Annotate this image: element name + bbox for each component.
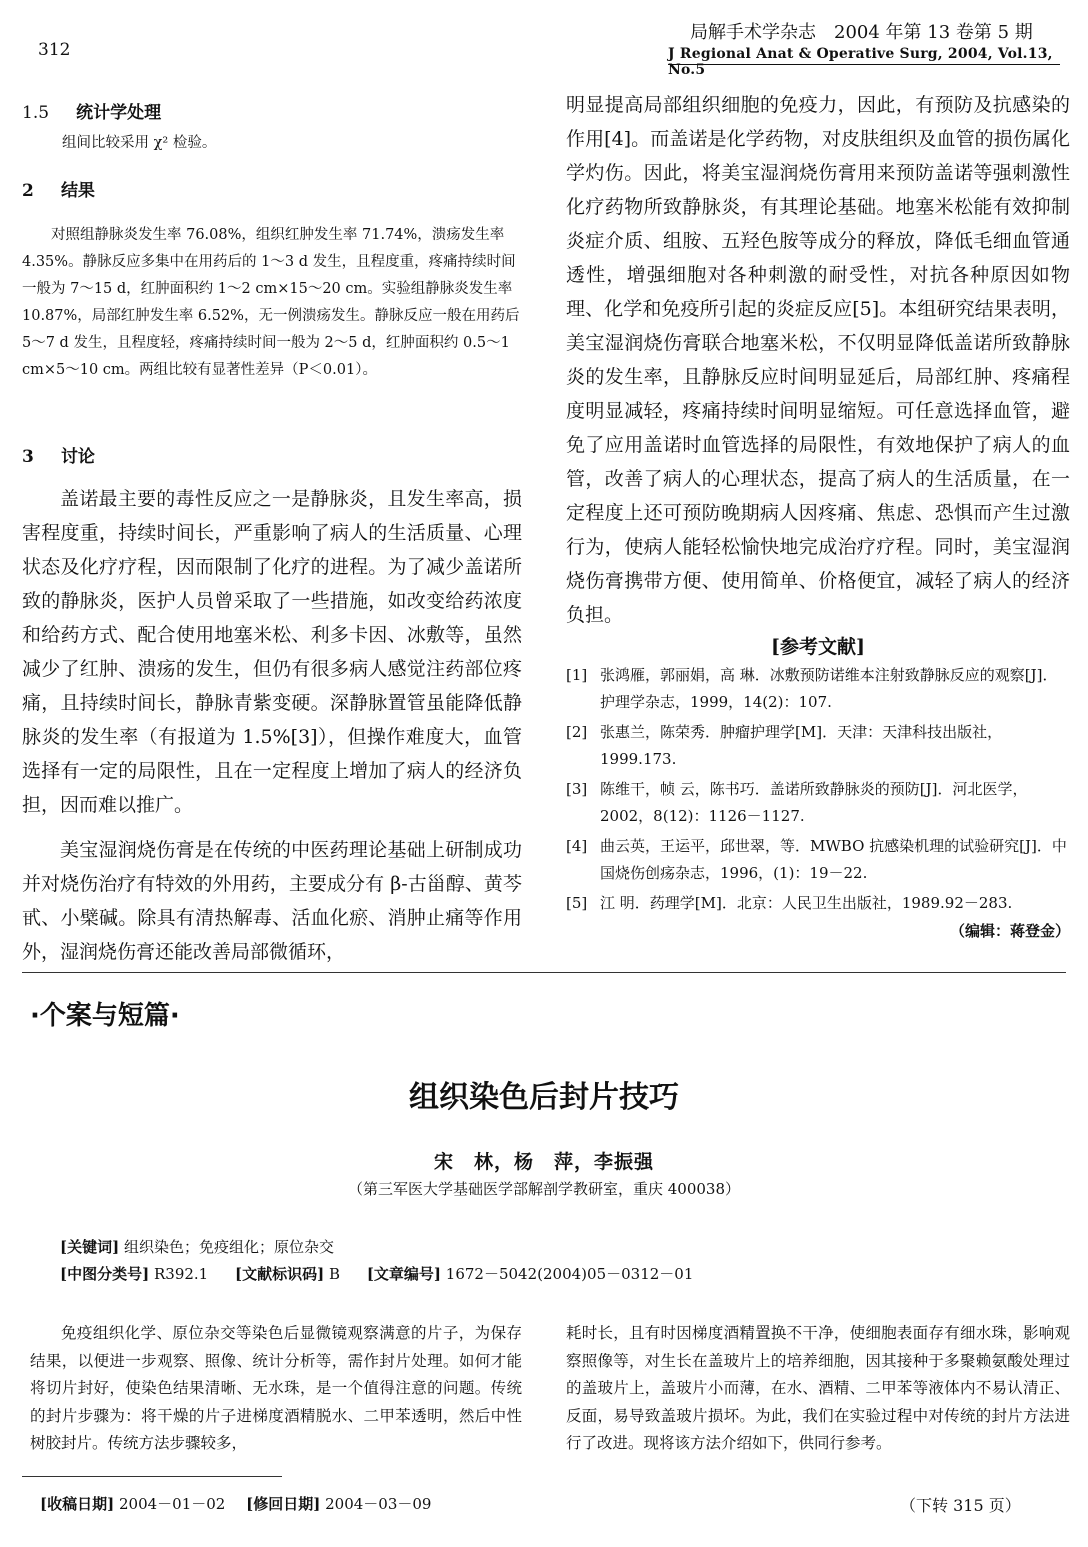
reference-number: [2] — [566, 723, 588, 741]
reference-text: 张鸿雁，郭丽娟，高 琳．冰敷预防诺维本注射致静脉反应的观察[J]．护理学杂志，1999，14(2)：107. — [600, 666, 1058, 711]
article-body-right: 耗时长，且有时因梯度酒精置换不干净，使细胞表面存有细水珠，影响观察照像等，对生长在盖玻片上的培养细胞，因其接种于多聚赖氨酸处理过的盖玻片上，盖玻片小而薄，在水、酒精、二甲苯等液体内不易认清正、反面，易导致盖玻片损坏。为此，我们在实验过程中对传统的封片方法进行了改进。现将该方法介绍如下，供同行参考。 — [566, 1324, 1070, 1452]
reference-item — [566, 719, 1070, 773]
section-3-heading — [22, 442, 522, 467]
reference-number: [5] — [566, 894, 588, 912]
section-title: 结果 — [60, 181, 95, 201]
discussion-continued: 明显提高局部组织细胞的免疫力，因此，有预防及抗感染的作用[4]。而盖诺是化学药物，对皮肤组织及血管的损伤属化学灼伤。因此，将美宝湿润烧伤膏用来预防盖诺等强刺激性化疗药物所致静脉炎，有其理论基础。地塞米松能有效抑制炎症介质、组胺、五羟色胺等成分的释放，降低毛细血管通透性，增强细胞对各种刺激的耐受性，对抗各种原因如物理、化学和免疫所引起的炎症反应[5]。本组研究结果表明，美宝湿润烧伤膏联合地塞米松，不仅明显降低盖诺所致静脉炎的发生率，且静脉反应时间明显延后，局部红肿、疼痛程度明显减轻，疼痛持续时间明显缩短。可任意选择血管，避免了应用盖诺时血管选择的局限性，有效地保护了病人的血管，改善了病人的心理状态，提高了病人的生活质量，在一定程度上还可预防晚期病人因疼痛、焦虑、恐惧而产生过激行为，使病人能轻松愉快地完成治疗疗程。同时，美宝湿润烧伤膏携带方便、使用简单、价格便宜，减轻了病人的经济负担。 — [566, 94, 1070, 626]
reference-number: [1] — [566, 666, 588, 684]
continued-note: （下转 315 页） — [900, 1496, 1021, 1515]
discussion-paragraph-1: 盖诺最主要的毒性反应之一是静脉炎，且发生率高，损害程度重，持续时间长，严重影响了病人的生活质量、心理状态及化疗疗程，因而限制了化疗的进程。为了减少盖诺所致的静脉炎，医护人员曾采取了一些措施，如改变给药浓度和给药方式、配合使用地塞米松、利多卡因、冰敷等，虽然减少了红肿、溃疡的发生，但仍有很多病人感觉注药部位疼痛，且持续时间长，静脉青紫变硬。深静脉置管虽能降低静脉炎的发生率（有报道为 1.5%[3]），但操作难度大，血管选择有一定的局限性，且在一定程度上增加了病人的经济负担，因而难以推广。 — [22, 488, 522, 816]
keywords-value: 组织染色；免疫组化；原位杂交 — [123, 1238, 334, 1256]
page-number: 312 — [38, 40, 71, 60]
reference-item — [566, 833, 1070, 887]
article-affiliation: （第三军医大学基础医学部解剖学教研室，重庆 400038） — [347, 1180, 741, 1198]
section-divider — [22, 972, 1066, 973]
reference-item — [566, 662, 1070, 716]
reference-number: [4] — [566, 837, 588, 855]
discussion-paragraph-2: 美宝湿润烧伤膏是在传统的中医药理论基础上研制成功并对烧伤治疗有特效的外用药，主要成分有 β-古甾醇、黄芩甙、小檗碱。除具有清热解毒、活血化瘀、消肿止痛等作用外，湿润烧伤膏还能改善局部微循环， — [22, 839, 522, 963]
editor-note: （编辑：蒋登金） — [949, 922, 1070, 940]
revised-label: [修回日期] — [246, 1495, 321, 1513]
clc-label: [中图分类号] — [60, 1265, 150, 1283]
keywords-label: [关键词] — [60, 1238, 120, 1256]
reference-number: [3] — [566, 780, 588, 798]
article-no-label: [文章编号] — [366, 1265, 442, 1283]
received-label: [收稿日期] — [40, 1495, 115, 1513]
article-no-value: 1672－5042(2004)05－0312－01 — [445, 1265, 694, 1283]
section-2-text: 对照组静脉炎发生率 76.08%，组织红肿发生率 71.74%，溃疡发生率 4.35%。静脉反应多集中在用药后的 1～3 d 发生，且程度重，疼痛持续时间一般为 7～15 d，红肿面积约 1～2 cm×15～20 cm。实验组静脉炎发生率 10.87%，局部红肿发生率 6.52%，无一例溃疡发生。静脉反应一般在用药后 5～7 d 发生，且程度轻，疼痛持续时间一般为 2～5 d，红肿面积约 0.5～1 cm×5～10 cm。两组比较有显著性差异（P＜0.01）。 — [22, 227, 520, 378]
reference-text: 曲云英，王运平，邱世翠，等．MWBO 抗感染机理的试验研究[J]．中国烧伤创疡杂志，1996，(1)：19－22. — [600, 837, 1067, 882]
article-title: 组织染色后封片技巧 — [409, 1080, 679, 1115]
section-title: 统计学处理 — [76, 103, 162, 123]
clc-value: R392.1 — [153, 1265, 209, 1283]
footnote-rule — [22, 1476, 282, 1477]
journal-title-en: J Regional Anat & Operative Surg, 2004, Vol.13, No.5 — [668, 46, 1053, 78]
reference-item — [566, 776, 1070, 830]
column-tag: ·个案与短篇· — [30, 1001, 180, 1031]
reference-item — [566, 890, 1070, 917]
section-number: 1.5 — [22, 103, 50, 123]
doc-code-label: [文献标识码] — [235, 1265, 325, 1283]
section-1-5-heading — [22, 98, 522, 123]
header-rule — [668, 64, 1060, 65]
article-body-left: 免疫组织化学、原位杂交等染色后显微镜观察满意的片子，为保存结果，以便进一步观察、照像、统计分析等，需作封片处理。如何才能将切片封好，使染色结果清晰、无水珠，是一个值得注意的问题。传统的封片步骤为：将干燥的片子进梯度酒精脱水、二甲苯透明，然后中性树胶封片。传统方法步骤较多， — [30, 1324, 522, 1452]
article-authors: 宋 林，杨 萍，李振强 — [433, 1151, 654, 1173]
section-1-5-text: 组间比较采用 χ² 检验。 — [62, 135, 217, 151]
keywords-line — [60, 1236, 334, 1257]
section-title: 讨论 — [60, 447, 95, 467]
section-number: 3 — [22, 447, 34, 467]
date-footnote — [40, 1493, 431, 1514]
section-number: 2 — [22, 181, 34, 201]
doc-code-value: B — [329, 1265, 341, 1283]
references-list — [566, 662, 1070, 917]
reference-text: 陈维干，帧 云，陈书巧．盖诺所致静脉炎的预防[J]．河北医学，2002，8(12)：1126－1127. — [600, 780, 1028, 825]
received-date: 2004－01－02 — [118, 1495, 226, 1513]
classification-line — [60, 1263, 693, 1284]
references-title: [参考文献] — [771, 636, 865, 658]
section-2-heading — [22, 176, 522, 201]
reference-text: 张惠兰，陈荣秀．肿瘤护理学[M]．天津：天津科技出版社，1999.173. — [600, 723, 1003, 768]
revised-date: 2004－03－09 — [325, 1495, 432, 1513]
reference-text: 江 明．药理学[M]．北京：人民卫生出版社，1989.92－283. — [600, 894, 1013, 912]
journal-title-cn: 局解手术学杂志 2004 年第 13 卷第 5 期 — [690, 22, 1033, 43]
